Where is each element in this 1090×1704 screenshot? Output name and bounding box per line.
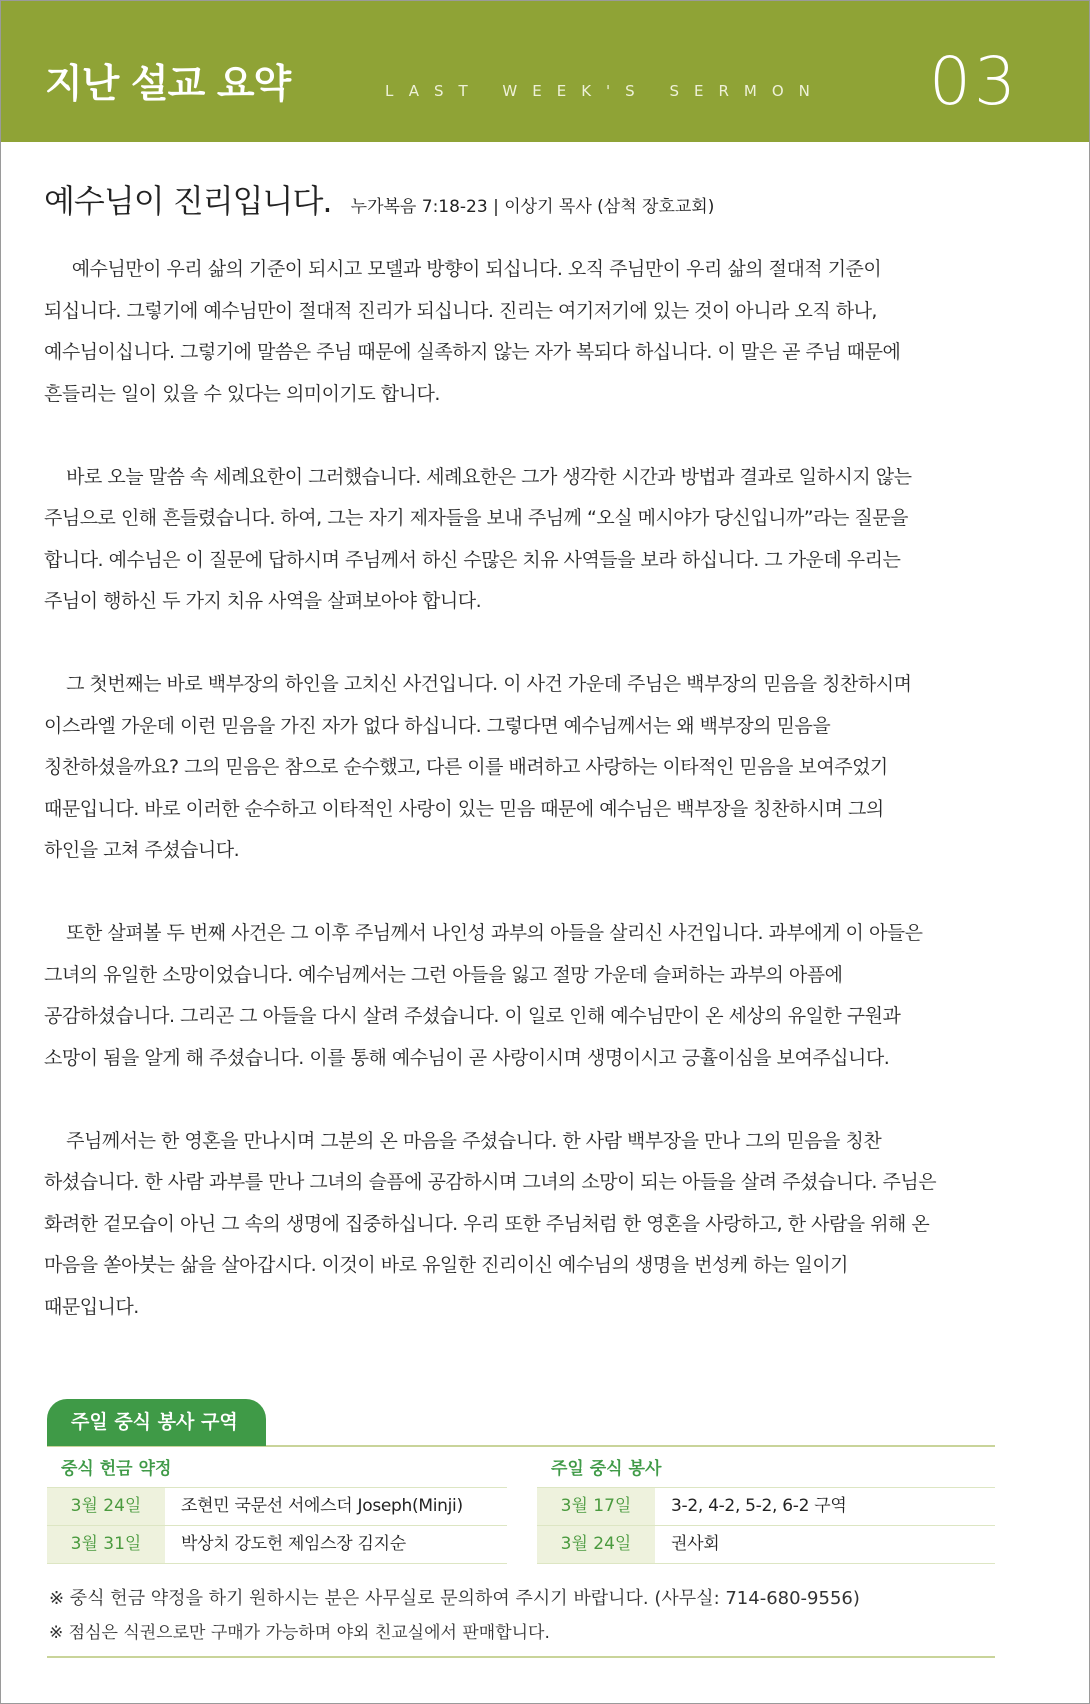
paragraph-line: 이스라엘 가운데 이런 믿음을 가진 자가 없다 하십니다. 그렇다면 예수님께서는 왜 백부장의 믿음을 <box>44 714 831 737</box>
note-text: ※ 중식 헌금 약정을 하기 원하시는 분은 사무실로 문의하여 주시기 바랍니다. (사무실: 714-680-9556) <box>49 1588 860 1609</box>
volunteer-table <box>537 1447 995 1564</box>
notes <box>49 1584 860 1643</box>
sermon-body <box>44 249 1004 1370</box>
header-banner <box>1 1 1089 142</box>
volunteer-heading: 주일 중식 봉사 <box>537 1447 995 1488</box>
paragraph-line: 소망이 됨을 알게 해 주셨습니다. 이를 통해 예수님이 곧 사랑이시며 생명이시고 긍휼이심을 보여주십니다. <box>44 1046 890 1069</box>
paragraph-line: 하인을 고쳐 주셨습니다. <box>44 839 240 861</box>
paragraph-line: 주님께서는 한 영혼을 만나시며 그분의 온 마음을 주셨습니다. 한 사람 백부장을 만나 그의 믿음을 칭찬 <box>44 1129 882 1152</box>
paragraph-line: 하셨습니다. 한 사람 과부를 만나 그녀의 슬픔에 공감하시며 그녀의 소망이 되는 아들을 살려 주셨습니다. 주님은 <box>44 1171 937 1193</box>
sermon-heading <box>44 176 714 222</box>
page-number: 03 <box>929 43 1019 120</box>
sermon-reference: 누가복음 7:18-23 | 이상기 목사 (삼척 장호교회) <box>350 197 715 217</box>
sermon-paragraph <box>44 1121 1004 1329</box>
sermon-title: 예수님이 진리입니다. <box>44 182 332 220</box>
paragraph-line: 되십니다. 그렇기에 예수님만이 절대적 진리가 되십니다. 진리는 여기저기에 있는 것이 아니라 오직 하나, <box>44 299 877 322</box>
paragraph-line: 때문입니다. <box>44 1295 139 1318</box>
service-tab: 주일 중식 봉사 구역 <box>47 1399 266 1446</box>
paragraph-line: 화려한 겉모습이 아닌 그 속의 생명에 집중하십니다. 우리 또한 주님처럼 한 영혼을 사랑하고, 한 사람을 위해 온 <box>44 1212 930 1235</box>
paragraph-line: 마음을 쏟아붓는 삶을 살아갑시다. 이것이 바로 유일한 진리이신 예수님의 생명을 번성케 하는 일이기 <box>44 1254 849 1276</box>
row-date: 3월 24일 <box>47 1488 165 1525</box>
table-row <box>47 1488 507 1526</box>
paragraph-line: 예수님만이 우리 삶의 기준이 되시고 모델과 방향이 되십니다. 오직 주님만이 우리 삶의 절대적 기준이 <box>44 258 882 280</box>
sermon-paragraph <box>44 457 1004 623</box>
paragraph-line: 바로 오늘 말씀 속 세례요한이 그러했습니다. 세례요한은 그가 생각한 시간과 방법과 결과로 일하시지 않는 <box>44 465 912 488</box>
row-date: 3월 31일 <box>47 1526 165 1563</box>
sermon-paragraph <box>44 249 1004 415</box>
sermon-paragraph <box>44 913 1004 1079</box>
offering-heading: 중식 헌금 약정 <box>47 1447 507 1488</box>
paragraph-line: 흔들리는 일이 있을 수 있다는 의미이기도 합니다. <box>44 382 440 405</box>
service-section <box>47 1399 995 1567</box>
paragraph-line: 그 첫번째는 바로 백부장의 하인을 고치신 사건입니다. 이 사건 가운데 주님은 백부장의 믿음을 칭찬하시며 <box>44 673 912 695</box>
table-row <box>47 1526 507 1564</box>
paragraph-line: 공감하셨습니다. 그리곤 그 아들을 다시 살려 주셨습니다. 이 일로 인해 예수님만이 온 세상의 유일한 구원과 <box>44 1005 901 1027</box>
section-subtitle: LAST WEEK'S SERMON <box>385 82 825 100</box>
row-date: 3월 24일 <box>537 1526 655 1563</box>
paragraph-line: 합니다. 예수님은 이 질문에 답하시며 주님께서 하신 수많은 치유 사역들을 보라 하십니다. 그 가운데 우리는 <box>44 548 901 571</box>
row-value: 박상치 강도헌 제임스장 김지순 <box>181 1534 406 1554</box>
paragraph-line: 때문입니다. 바로 이러한 순수하고 이타적인 사랑이 있는 믿음 때문에 예수님은 백부장을 칭찬하시며 그의 <box>44 797 884 820</box>
paragraph-line: 그녀의 유일한 소망이었습니다. 예수님께서는 그런 아들을 잃고 절망 가운데 슬퍼하는 과부의 아픔에 <box>44 963 843 986</box>
row-value: 조현민 국문선 서에스더 Joseph(Minji) <box>181 1496 463 1516</box>
paragraph-line: 주님이 행하신 두 가지 치유 사역을 살펴보아야 합니다. <box>44 590 482 612</box>
row-value: 권사회 <box>671 1534 720 1554</box>
paragraph-line: 또한 살펴볼 두 번째 사건은 그 이후 주님께서 나인성 과부의 아들을 살리신 사건입니다. 과부에게 이 아들은 <box>44 922 923 944</box>
divider <box>47 1656 995 1658</box>
row-date: 3월 17일 <box>537 1488 655 1525</box>
table-row <box>537 1488 995 1526</box>
sermon-paragraph <box>44 664 1004 872</box>
offering-table <box>47 1447 507 1564</box>
paragraph-line: 주님으로 인해 흔들렸습니다. 하여, 그는 자기 제자들을 보내 주님께 “오실 메시야가 당신입니까”라는 질문을 <box>44 507 908 529</box>
note-text: ※ 점심은 식권으로만 구매가 가능하며 야외 친교실에서 판매합니다. <box>49 1623 550 1643</box>
row-value: 3-2, 4-2, 5-2, 6-2 구역 <box>671 1496 847 1516</box>
paragraph-line: 예수님이십니다. 그렇기에 말씀은 주님 때문에 실족하지 않는 자가 복되다 하십니다. 이 말은 곧 주님 때문에 <box>44 341 901 363</box>
section-title: 지난 설교 요약 <box>45 62 291 107</box>
table-row <box>537 1526 995 1564</box>
paragraph-line: 칭찬하셨을까요? 그의 믿음은 참으로 순수했고, 다른 이를 배려하고 사랑하는 이타적인 믿음을 보여주었기 <box>44 756 888 778</box>
